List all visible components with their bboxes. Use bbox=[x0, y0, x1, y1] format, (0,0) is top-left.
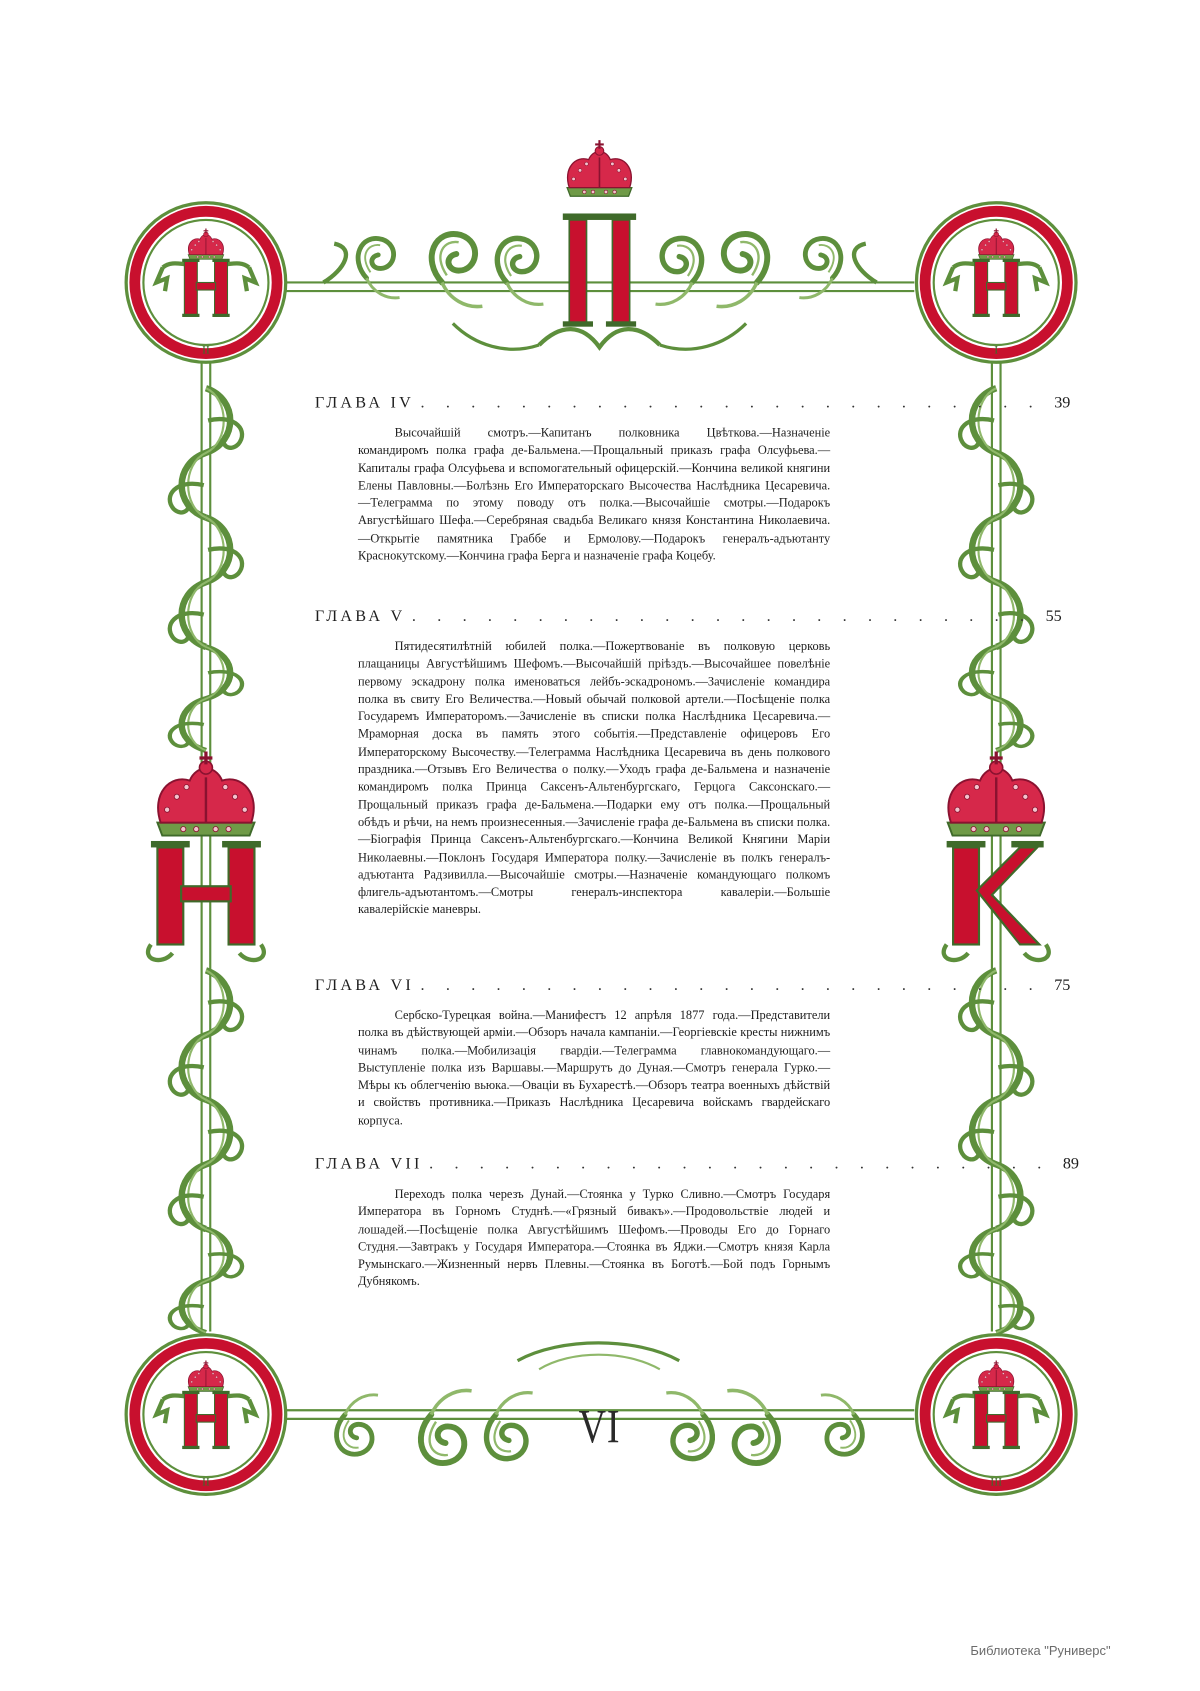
top-monogram bbox=[539, 213, 660, 347]
chapter-v bbox=[314, 608, 1062, 919]
chapter-page-number: 89 bbox=[1062, 1155, 1079, 1174]
chapter-title: ГЛАВА VII bbox=[314, 1155, 423, 1174]
chapter-page-number: 39 bbox=[1054, 394, 1071, 412]
chapter-vi bbox=[314, 976, 1071, 1130]
leader-dots: . . . . . . . . . . . . . . . . . . . . . . . . . bbox=[411, 608, 1033, 626]
leader-dots: . . . . . . . . . . . . . . . . . . . . . . . . . bbox=[429, 1155, 1050, 1174]
left-monogram bbox=[148, 841, 264, 960]
corner-numeral-br: III bbox=[990, 1474, 1003, 1489]
chapter-vii bbox=[314, 1155, 1079, 1292]
chapter-title: ГЛАВА IV bbox=[314, 394, 415, 412]
library-watermark: Библиотека "Руниверс" bbox=[970, 1643, 1111, 1659]
corner-numeral-bl: II bbox=[201, 1474, 210, 1489]
leader-dots: . . . . . . . . . . . . . . . . . . . . . . . . . bbox=[420, 976, 1042, 995]
chapter-summary: Сербско-Турецкая война.—Манифестъ 12 апрѣля 1877 года.—Представители полка въ дѣйствующей арміи.—Обзоръ начала кампаніи.—Георгіевскіе кресты нижнимъ чинамъ полка.—Мобилизація гвардіи.—Телеграмма главнокомандующаго.—Выступленіе полка изъ Варшавы.—Маршрутъ до Дуная.—Смотръ генерала Гурко.—Мѣры къ облегченію вьюка.—Оваціи въ Бухарестѣ.—Обзоръ театра военныхъ дѣйствій и свойствъ противника.—Приказъ Наслѣдника Цесаревича войскамъ гвардейскаго корпуса. bbox=[357, 1009, 831, 1128]
chapter-summary: Пятидесятилѣтній юбилей полка.—Пожертвованіе въ полковую церковь плащаницы Августѣйшимъ Шефомъ.—Высочайшій пріѣздъ.—Высочайшее повелѣніе первому эскадрону полка именоваться лейбъ-эскадрономъ.—Зачисленіе командира полка въ свиту Его Величества.—Новый обычай полковой артели.—Посѣщеніе полка Государемъ Императоромъ.—Зачисленіе въ списки полка Наслѣдника Цесаревича.—Мраморная доска въ память этого событія.—Представленіе офицеровъ Его Императорскому Высочеству.—Телеграмма Наслѣдника Цесаревича въ день полкового праздника.—Отзывъ Его Величества о полку.—Уходъ графа де-Бальмена и назначеніе командиромъ полка Принца Саксенъ-Альтенбургскаго, Герцога Саксонскаго.—Прощальный приказъ графа де-Бальмена.—Подарки ему отъ полка.—Прощальный обѣдъ и рѣчи, на немъ произнесенныя.—Зачисленіе графа де-Бальмена въ списки полка.—Біографія Принца Саксенъ-Альтенбургскаго.—Кончина Великой Княгини Маріи Николаевны.—Поклонъ Государя Императора полку.—Зачисленіе въ полкъ генералъ-адъютанта Радзивилла.—Высочайшіе смотры.—Назначеніе командующаго полкомъ флигель-адъютантомъ.—Смотры генералъ-инспектора кавалеріи.—Большіе кавалерійскіе маневры. bbox=[357, 640, 831, 917]
leader-dots: . . . . . . . . . . . . . . . . . . . . . . . . . bbox=[420, 394, 1042, 412]
right-monogram bbox=[944, 841, 1049, 960]
chapter-iv bbox=[314, 394, 1071, 566]
chapter-page-number: 55 bbox=[1045, 608, 1062, 626]
chapter-summary: Высочайшій смотръ.—Капитанъ полковника Цвѣткова.—Назначеніе командиромъ полка графа де-Бальмена.—Прощальный приказъ графа Олсуфьева.—Капиталы графа Олсуфьева и вспомогательный офицерскій.—Кончина великой княгини Елены Павловны.—Болѣзнь Его Императорскаго Высочества Наслѣдника Цесаревича.—Телеграмма по этому поводу отъ полка.—Высочайшіе смотры.—Подарокъ Августѣйшаго Шефа.—Серебряная свадьба Великаго князя Константина Николаевича.—Открытіе памятника Граббе и Ермолову.—Подарокъ генералъ-адъютанту Краснокутскому.—Кончина графа Берга и назначеніе графа Коцебу. bbox=[357, 426, 831, 563]
page-number: VI bbox=[578, 1400, 621, 1454]
corner-numeral-tr: I bbox=[994, 342, 999, 357]
corner-numeral-tl: II bbox=[201, 342, 210, 357]
chapter-page-number: 75 bbox=[1054, 976, 1071, 995]
chapter-summary: Переходъ полка черезъ Дунай.—Стоянка у Турко Сливно.—Смотръ Государя Императора въ Горномъ Студнѣ.—«Грязный бивакъ».—Продовольствіе людей и лошадей.—Посѣщеніе полка Августѣйшимъ Шефомъ.—Проводы Его до Горнаго Студня.—Завтракъ у Государя Императора.—Стоянка въ Яджи.—Смотръ князя Карла Румынскаго.—Жизненный нервъ Плевны.—Стоянка въ Боготѣ.—Бой подъ Горнымъ Дубнякомъ. bbox=[357, 1188, 831, 1289]
chapter-title: ГЛАВА V bbox=[314, 608, 406, 626]
chapter-title: ГЛАВА VI bbox=[314, 976, 415, 995]
